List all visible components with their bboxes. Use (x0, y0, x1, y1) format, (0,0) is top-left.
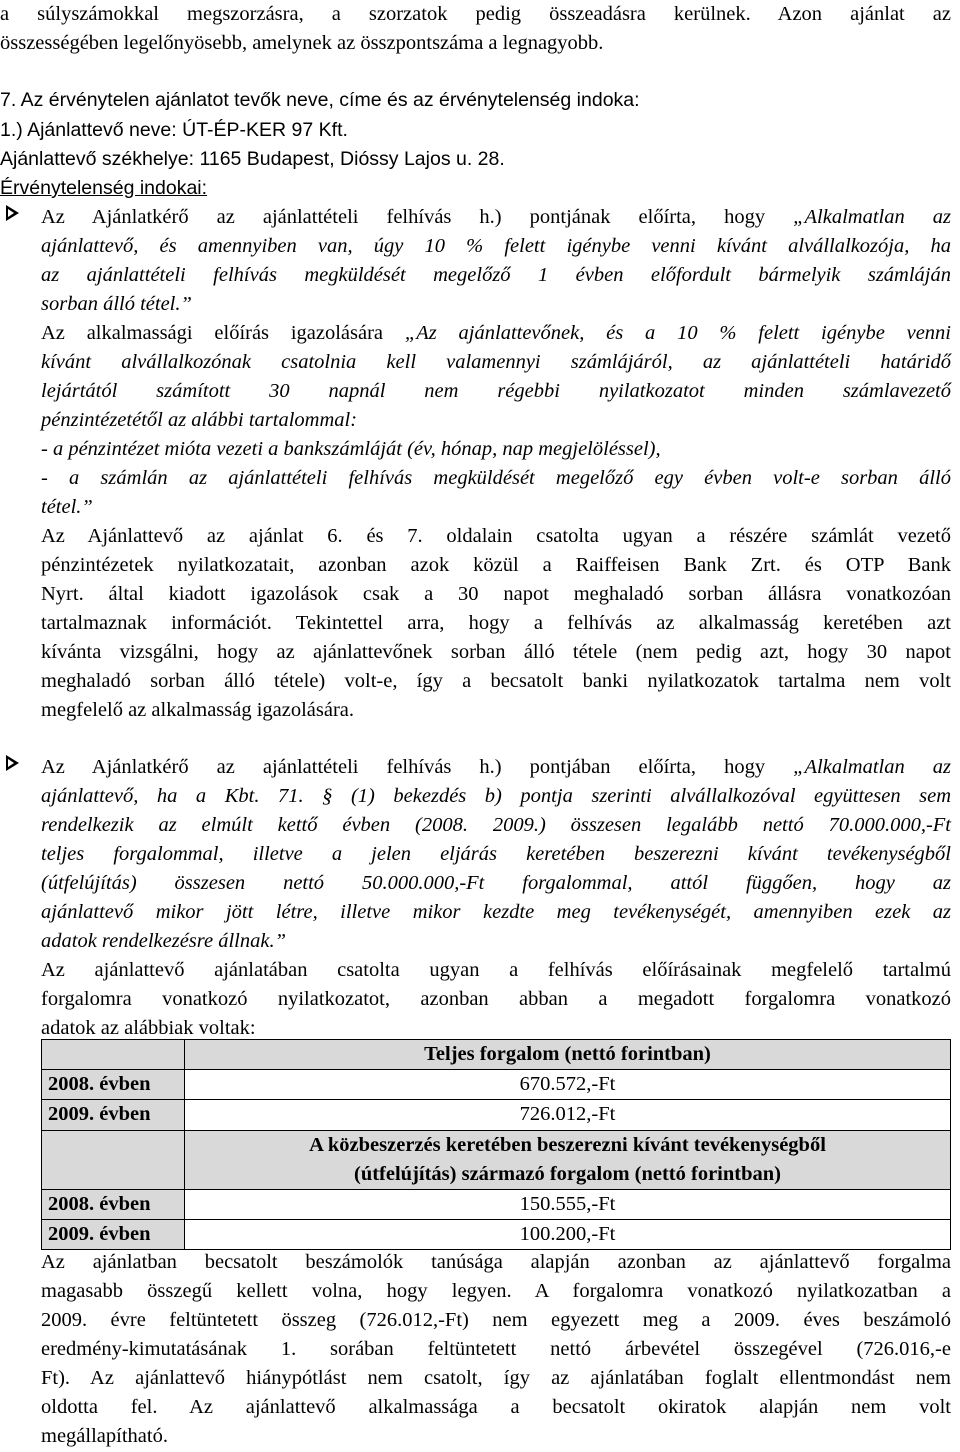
table-cell-value: 726.012,-Ft (185, 1100, 951, 1130)
text-line: Az Ajánlatkérő az ajánlattételi felhívás h.) pontjában előírta, hogy „Alkalmatlan az (41, 756, 951, 778)
table-cell-value: 100.200,-Ft (185, 1219, 951, 1249)
table-cell-year: 2008. évben (42, 1070, 185, 1100)
table-cell-empty (42, 1040, 185, 1070)
reasons-label: Érvénytelenség indokai: (0, 177, 208, 199)
table-cell-year: 2009. évben (42, 1219, 185, 1249)
text-line: kívánta vizsgálni, hogy az ajánlattevőnek sorban álló tétele (nem pedig azt, hogy 30 napot (41, 641, 951, 663)
text-line: rendelkezik az elmúlt kettő évben (2008. 2009.) összesen legalább nettó 70.000.000,-Ft (41, 814, 951, 836)
text-line: pénzintézetek nyilatkozatait, azonban azok közül a Raiffeisen Bank Zrt. és OTP Bank (41, 554, 951, 576)
text-line: 2009. évre feltüntetett összeg (726.012,-Ft) nem egyezett meg a 2009. éves beszámoló (41, 1309, 951, 1331)
text-line: pénzintézetétől az alábbi tartalommal: (41, 409, 358, 431)
table-cell-value: 150.555,-Ft (185, 1189, 951, 1219)
text-line: Az ajánlatban becsatolt beszámolók tanúsága alapján azonban az ajánlattevő forgalma (41, 1251, 951, 1273)
text-line: - a számlán az ajánlattételi felhívás megküldését megelőző egy évben volt-e sorban álló (41, 467, 951, 489)
table-row (42, 1070, 951, 1100)
text-line: oldotta fel. Az ajánlattevő alkalmassága a becsatolt okiratok alapján nem volt (41, 1396, 951, 1418)
text-line: megfelelő az alkalmasság igazolására. (41, 699, 355, 721)
text-line: ajánlattevő mikor jött létre, illetve mikor kezdte meg tevékenységét, amennyiben ezek az (41, 901, 951, 923)
table-header-total-turnover: Teljes forgalom (nettó forintban) (185, 1040, 951, 1070)
text-line: tartalmaznak információt. Tekintettel arra, hogy a felhívás az alkalmasság keretében azt (41, 612, 951, 634)
text-line: - a pénzintézet mióta vezeti a bankszámláját (év, hónap, nap megjelöléssel), (41, 438, 661, 460)
table-cell-year: 2008. évben (42, 1189, 185, 1219)
table-row (42, 1219, 951, 1249)
arrow-bullet-icon (6, 755, 19, 771)
text-line: Az alkalmassági előírás igazolására „Az ajánlattevőnek, és a 10 % felett igénybe venni (41, 322, 951, 344)
table-cell-empty (42, 1130, 185, 1189)
text-line: Ft). Az ajánlattevő hiánypótlást nem csatolt, így az ajánlatában foglalt ellentmondást nem (41, 1367, 951, 1389)
text-line: magasabb összegű kellett volna, hogy legyen. A forgalomra vonatkozó nyilatkozatban a (41, 1280, 951, 1302)
text-line: ajánlattevő, és amennyiben van, úgy 10 % felett igénybe venni kívánt alvállalkozója, ha (41, 235, 951, 257)
text-line: teljes forgalommal, illetve a jelen eljárás keretében beszerezni kívánt tevékenységből (41, 843, 951, 865)
text-line: Nyrt. által kiadott igazolások csak a 30 napot meghaladó sorban állásra vonatkozóan (41, 583, 951, 605)
table-cell-year: 2009. évben (42, 1100, 185, 1130)
text-line: lejártától számított 30 napnál nem régebbi nyilatkozatot minden számlavezető (41, 380, 951, 402)
text-line: (útfelújítás) összesen nettó 50.000.000,-Ft forgalommal, attól függően, hogy az (41, 872, 951, 894)
bidder-name: 1.) Ajánlattevő neve: ÚT-ÉP-KER 97 Kft. (0, 119, 348, 141)
text-line: forgalomra vonatkozó nyilatkozatot, azonban abban a megadott forgalomra vonatkozó (41, 988, 951, 1010)
table-row (42, 1189, 951, 1219)
text-line: eredmény-kimutatásának 1. sorában feltüntetett nettó árbevétel összegével (726.016,-e (41, 1338, 951, 1360)
text-line: meghaladó sorban álló tétele) volt-e, így a becsatolt banki nyilatkozatok tartalma nem volt (41, 670, 951, 692)
text-line: adatok az alábbiak voltak: (41, 1017, 256, 1039)
table-header-row (42, 1040, 951, 1070)
text-line: Az Ajánlattevő az ajánlat 6. és 7. oldalain csatolta ugyan a részére számlát vezető (41, 525, 951, 547)
text-line: ajánlattevő, ha a Kbt. 71. § (1) bekezdés b) pontja szerinti alvállalkozóval együttesen sem (41, 785, 951, 807)
table-cell-value: 670.572,-Ft (185, 1070, 951, 1100)
text-line: Az ajánlattevő ajánlatában csatolta ugyan a felhívás előírásainak megfelelő tartalmú (41, 959, 951, 981)
text-line: az ajánlattételi felhívás megküldését megelőző 1 évben előfordult bármelyik számláján (41, 264, 951, 286)
text-line: tétel.” (41, 496, 93, 518)
text-line: Az Ajánlatkérő az ajánlattételi felhívás h.) pontjának előírta, hogy „Alkalmatlan az (41, 206, 951, 228)
table-header-row (42, 1130, 951, 1189)
section-heading: 7. Az érvénytelen ajánlatot tevők neve, címe és az érvénytelenség indoka: (0, 89, 640, 111)
arrow-bullet-icon (6, 205, 19, 221)
bidder-address: Ajánlattevő székhelye: 1165 Budapest, Dióssy Lajos u. 28. (0, 148, 505, 170)
text-line: a súlyszámokkal megszorzásra, a szorzatok pedig összeadásra kerülnek. Azon ajánlat az (0, 3, 951, 25)
text-line: sorban álló tétel.” (41, 293, 192, 315)
table-header-activity-turnover: A közbeszerzés keretében beszerezni kívánt tevékenységből (útfelújítás) származó forgalom (nettó forintban) (185, 1130, 951, 1189)
text-line: kívánt alvállalkozónak csatolnia kell valamennyi számlájáról, az ajánlattételi határidő (41, 351, 951, 373)
table-row (42, 1100, 951, 1130)
turnover-table (41, 1039, 951, 1250)
text-line: megállapítható. (41, 1425, 168, 1447)
text-line: adatok rendelkezésre állnak.” (41, 930, 286, 952)
text-line: összességében legelőnyösebb, amelynek az összpontszáma a legnagyobb. (0, 32, 604, 54)
